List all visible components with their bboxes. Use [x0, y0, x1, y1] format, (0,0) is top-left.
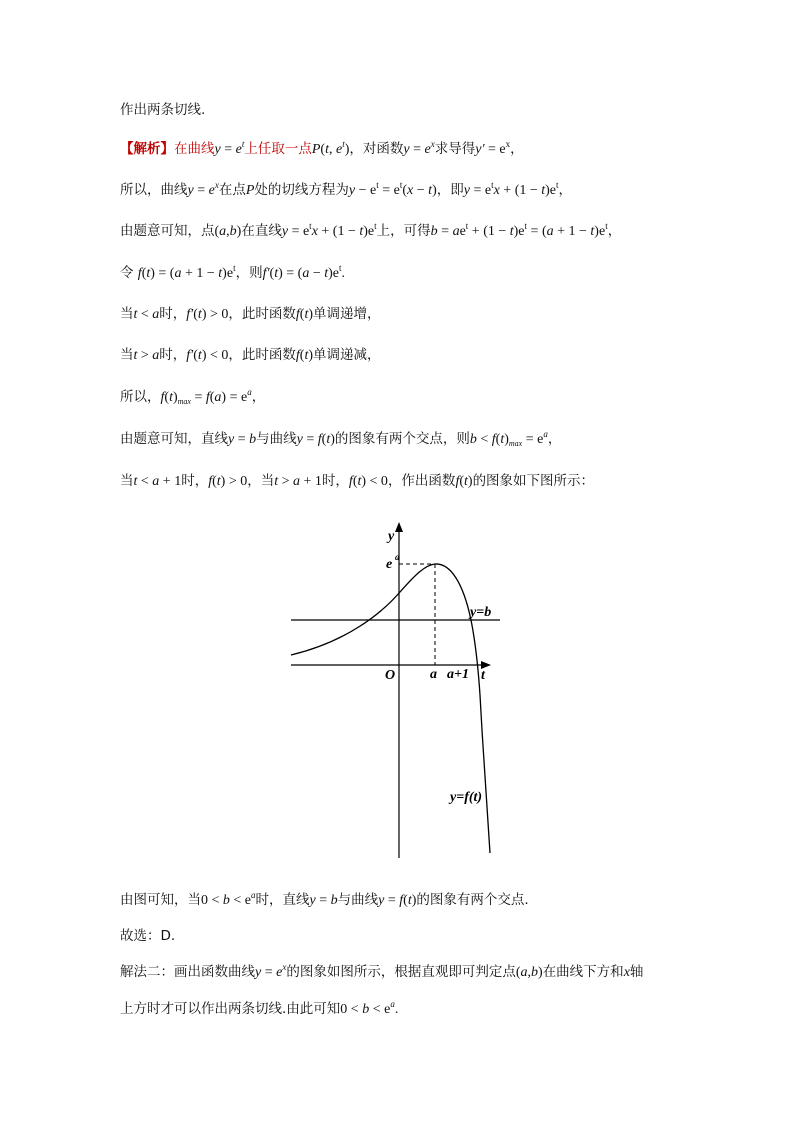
text-line-2: 【解析】在曲线$y = e^t$上任取一点P(t, $e^t$)，对函数$y = e^x$求导得$y' = e^x$， — [120, 139, 524, 157]
text-line-12: 故选：D. — [120, 928, 176, 944]
text-line-1: 作出两条切线. — [120, 102, 206, 118]
function-graph — [285, 520, 505, 865]
text-line-7: 当t > a时，f′(t) < 0，此时函数f(t)单调递减， — [120, 347, 381, 363]
text-line-10: 当t < a + 1时，f(t) > 0，当t > a + 1时，f(t) < 0，作出函数f(t)的图象如下图所示： — [120, 473, 595, 489]
curve-label: y=f(t) — [450, 790, 483, 805]
text-line-8: 所以，$f(t)_{max} = f(a) = e^a$， — [120, 387, 266, 406]
text-line-14: 上方时才可以作出两条切线.由此可知$0 < b < e^a$. — [120, 999, 399, 1017]
origin-label: O — [385, 668, 396, 683]
curve-f-of-t — [291, 564, 490, 853]
y-equals-b-label: y=b — [470, 605, 492, 620]
y-axis-label: y — [388, 529, 395, 544]
analysis-tag: 【解析】 — [120, 141, 174, 157]
tick-a-plus-1-label: a+1 — [447, 667, 469, 682]
text-line-9: 由题意可知，直线y = b与曲线y = f(t)的图象有两个交点，则$b < f(t)_{max} = e^a$， — [120, 429, 562, 448]
text-line-3: 所以，曲线$y = e^x$在点P处的切线方程为$y - e^t = e^t(x - t)$，即$y = e^tx + (1 - t)e^t$， — [120, 180, 573, 198]
y-axis-arrow — [395, 522, 403, 532]
text-line-6: 当t < a时，f′(t) > 0，此时函数f(t)单调递增， — [120, 306, 381, 322]
text-line-5: 令 $f(t) = (a + 1 - t)e^t$，则$f'(t) = (a - t)e^t$. — [120, 263, 346, 281]
text-line-11: 由图可知，当$0 < b < e^a$时，直线y = b与曲线y = f(t)的图象有两个交点. — [120, 890, 529, 908]
text-line-4: 由题意可知，点(a,b)在直线$y = e^tx + (1 - t)e^t$上，可得$b = ae^t + (1 - t)e^t = (a + 1 - t)e^t$， — [120, 221, 622, 239]
text-line-13: 解法二：画出函数曲线$y = e^x$的图象如图所示，根据直观即可判定点(a,b)在曲线下方和x轴 — [120, 962, 644, 980]
peak-label: e — [386, 557, 393, 572]
peak-label-sup: a — [395, 552, 400, 562]
t-axis-label: t — [481, 668, 485, 683]
tick-a-label: a — [430, 667, 437, 682]
